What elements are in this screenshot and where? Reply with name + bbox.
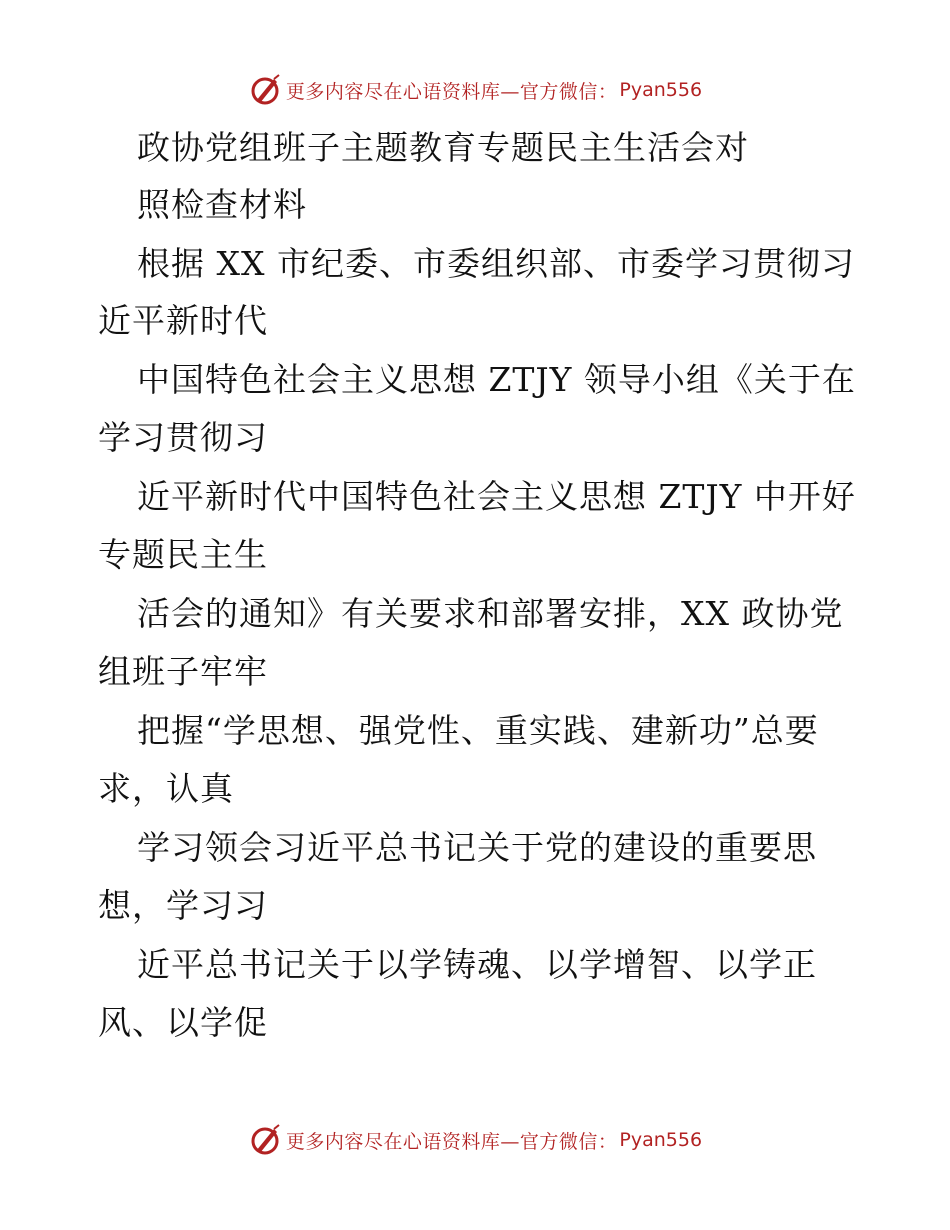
text-line: 根据 XX 市纪委、市委组织部、市委学习贯彻习 — [137, 244, 855, 283]
text-line: 把握“学思想、强党性、重实践、建新功”总要 — [137, 711, 819, 750]
text-line: 学习领会习近平总书记关于党的建设的重要思 — [137, 828, 817, 867]
watermark-text: 更多内容尽在心语资料库—官方微信： — [285, 1130, 618, 1153]
text-line: 近平新时代中国特色社会主义思想 ZTJY 中开好 — [137, 477, 856, 516]
text-line: 活会的通知》有关要求和部署安排，XX 政协党 — [137, 594, 844, 633]
quill-pen-logo-icon — [248, 73, 282, 107]
wechat-id: Pyan556 — [619, 1129, 703, 1151]
text-line: 想，学习习 — [98, 886, 268, 925]
text-line: 求，认真 — [98, 769, 234, 808]
footer-watermark — [0, 1120, 950, 1160]
text-line: 风、以学促 — [98, 1003, 268, 1042]
text-line: 专题民主生 — [98, 535, 268, 574]
wechat-id: Pyan556 — [619, 79, 703, 101]
text-line: 近平总书记关于以学铸魂、以学增智、以学正 — [137, 945, 817, 984]
quill-pen-logo-icon — [248, 1123, 282, 1157]
text-line: 学习贯彻习 — [98, 418, 268, 457]
text-line: 政协党组班子主题教育专题民主生活会对 — [137, 128, 749, 167]
text-line: 照检查材料 — [137, 185, 307, 224]
watermark-text: 更多内容尽在心语资料库—官方微信： — [285, 80, 618, 103]
text-line: 组班子牢牢 — [98, 652, 268, 691]
text-line: 中国特色社会主义思想 ZTJY 领导小组《关于在 — [137, 360, 856, 399]
header-watermark — [0, 70, 950, 110]
text-line: 近平新时代 — [98, 301, 268, 340]
